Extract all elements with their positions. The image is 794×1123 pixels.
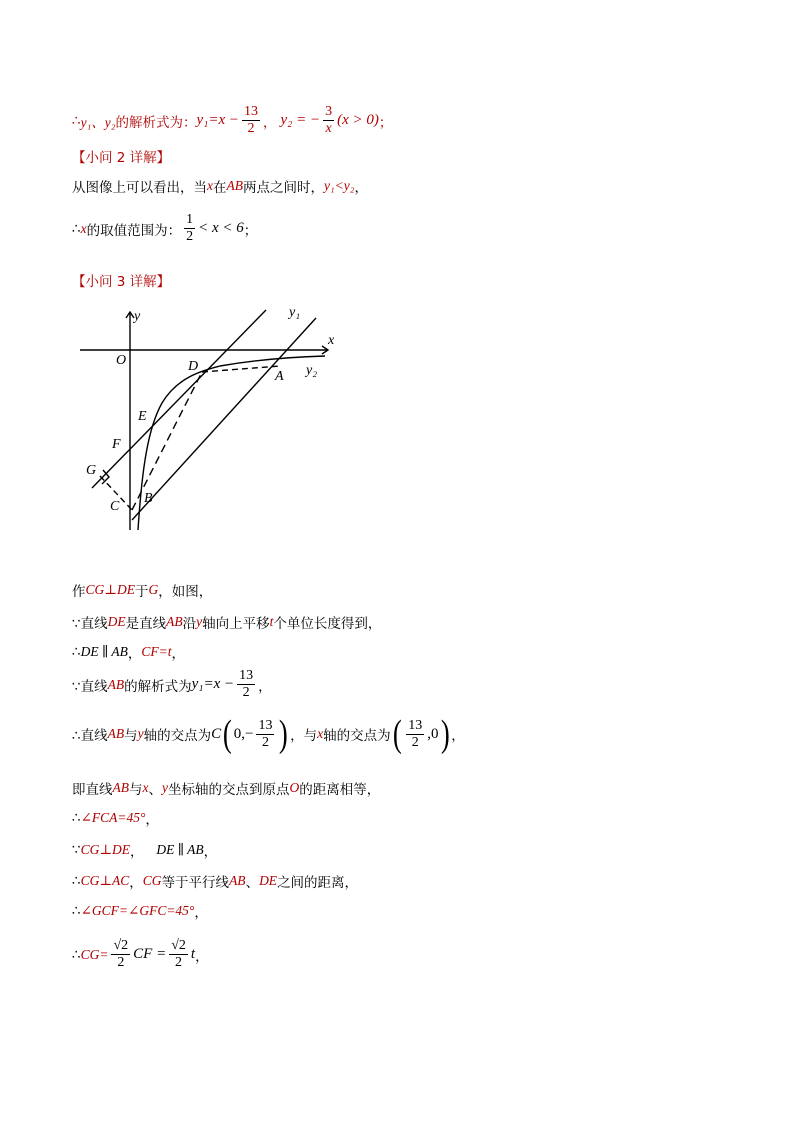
text: 的解析式为： [115,114,197,131]
label-d: D [188,359,199,374]
geometry-figure [70,298,370,538]
statement-8: ∵ CG⊥DE ， DE ∥ AB ， [72,842,218,860]
label-g: G [86,463,97,478]
dashed-cd [132,372,202,510]
statement-9: ∴ CG⊥AC ， CG 等于平行线 AB 、 DE 之间的距离， [72,873,359,891]
label-y: y [134,309,141,324]
solution-line-3: ∴ x 的取值范围为： $\frac{1}{2}$ < x < 6 ； [72,212,258,244]
fraction: $\frac{3}{x}$ [325,104,333,136]
statement-5: ∴直线 AB 与 y 轴的交点为 C ( 0,− $\frac{13}{2}$ ) ，与 x 轴的交点为 ( $\frac{13}{2}$ ,0 ) ， [72,713,465,755]
label-f: F [112,437,121,452]
equation-y1: y₁=x − [196,112,239,128]
therefore-symbol: ∴ [72,112,81,129]
statement-11: ∴ CG= $\frac{√2}{2}$ CF = $\frac{√2}{2}$ t ， [72,938,209,970]
fraction: $\frac{13}{2}$ [408,717,423,750]
fraction: $\frac{√2}{2}$ [113,938,129,970]
fraction: $\frac{13}{2}$ [239,668,254,700]
label-x: x [328,333,335,348]
statement-3: ∴ DE ∥ AB ， CF=t ， [72,644,185,662]
statement-4: ∵直线 AB 的解析式为 y₁=x − $\frac{13}{2}$ ， [72,668,272,700]
label-o: O [116,353,127,368]
label-b: B [144,491,153,506]
section-heading-2: 【小问 2 详解】 [72,150,171,166]
statement-10: ∴ ∠GCF=∠GFC=45° ， [72,903,208,921]
fraction: $\frac{13}{2}$ [258,717,273,750]
domain-condition: (x > 0) [337,112,379,128]
curve-y2 [138,356,325,530]
equation-y2: y₂ = − [280,112,321,128]
label-e: E [138,409,147,424]
function-names: y₁、y₂ [80,114,116,130]
fraction: $\frac{1}{2}$ [186,212,194,244]
statement-6: 即直线 AB 与 x 、 y 坐标轴的交点到原点 O 的距离相等， [72,780,381,798]
label-y1: y₁ [289,305,301,320]
statement-2: ∵直线 DE 是直线 AB 沿 y 轴向上平移 t 个单位长度得到， [72,614,382,632]
section-heading-3: 【小问 3 详解】 [72,274,171,290]
line-de [92,310,266,488]
solution-line-1: ∴ y₁、y₂ 的解析式为： y₁=x − $\frac{13}{2}$ ， y₂ = − $\frac{3}{x}$ (x > 0) ； [72,104,393,136]
label-c: C [110,499,120,514]
label-y2: y₂ [306,363,318,378]
statement-7: ∴ ∠FCA=45° ， [72,810,159,828]
statement-1: 作 CG⊥DE 于 G ，如图， [72,582,213,600]
solution-line-2: 从图像上可以看出，当 x 在 AB 两点之间时， y₁<y₂ ， [72,178,368,196]
fraction: $\frac{√2}{2}$ [171,938,186,970]
label-a: A [275,369,284,384]
fraction: $\frac{13}{2}$ [244,104,258,136]
